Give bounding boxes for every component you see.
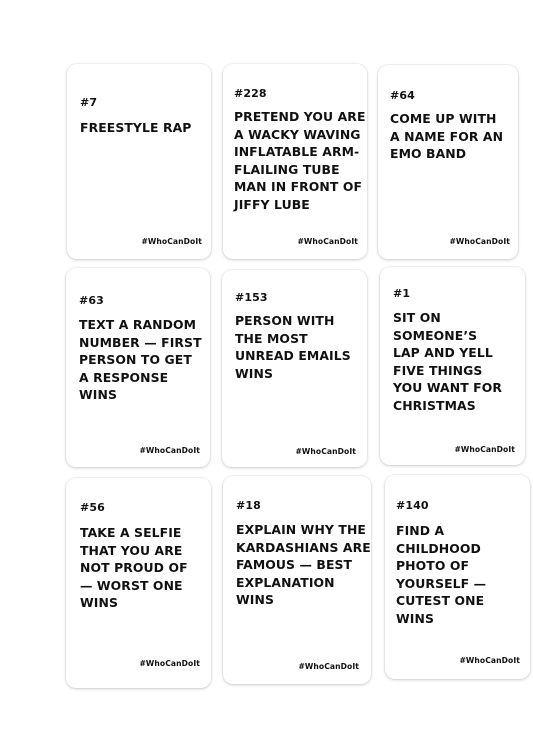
card-number: #56	[80, 501, 105, 514]
card-prompt: PERSON WITH THE MOST UNREAD EMAILS WINS	[235, 313, 351, 381]
card-64	[378, 65, 518, 259]
card-number: #1	[393, 287, 411, 300]
card-prompt: TAKE A SELFIE THAT YOU ARE NOT PROUD OF — WORST ONE WINS	[80, 525, 188, 610]
card-1	[380, 267, 525, 465]
card-140	[385, 475, 530, 679]
card-hashtag: #WhoCanDoIt	[295, 447, 356, 456]
card-7	[67, 64, 211, 259]
card-number: #228	[234, 87, 267, 100]
card-153	[222, 270, 367, 467]
card-56	[66, 478, 211, 688]
card-prompt: COME UP WITH A NAME FOR AN EMO BAND	[390, 111, 504, 161]
card-hashtag: #WhoCanDoIt	[297, 237, 358, 246]
card-number: #18	[236, 499, 261, 512]
card-prompt: FREESTYLE RAP	[80, 120, 192, 135]
card-228	[223, 64, 367, 259]
card-hashtag: #WhoCanDoIt	[139, 659, 200, 668]
card-hashtag: #WhoCanDoIt	[454, 445, 515, 454]
card-prompt: SIT ON SOMEONE’S LAP AND YELL FIVE THINGS YOU WANT FOR CHRISTMAS	[393, 310, 503, 413]
card-prompt: EXPLAIN WHY THE KARDASHIANS ARE FAMOUS — BEST EXPLANATION WINS	[236, 522, 371, 607]
card-number: #153	[235, 291, 268, 304]
card-prompt: TEXT A RANDOM NUMBER — FIRST PERSON TO GET A RESPONSE WINS	[79, 317, 202, 402]
card-number: #140	[396, 499, 429, 512]
card-hashtag: #WhoCanDoIt	[141, 237, 202, 246]
card-hashtag: #WhoCanDoIt	[298, 662, 359, 671]
card-prompt: FIND A CHILDHOOD PHOTO OF YOURSELF — CUTEST ONE WINS	[396, 523, 487, 626]
card-prompt: PRETEND YOU ARE A WACKY WAVING INFLATABLE ARM- FLAILING TUBE MAN IN FRONT OF JIFFY LUBE	[234, 109, 366, 212]
card-number: #63	[79, 294, 104, 307]
card-hashtag: #WhoCanDoIt	[449, 237, 510, 246]
card-18	[223, 476, 371, 684]
card-63	[66, 268, 210, 467]
card-number: #7	[80, 96, 98, 109]
card-hashtag: #WhoCanDoIt	[139, 446, 200, 455]
card-number: #64	[390, 89, 415, 102]
card-hashtag: #WhoCanDoIt	[459, 656, 520, 665]
